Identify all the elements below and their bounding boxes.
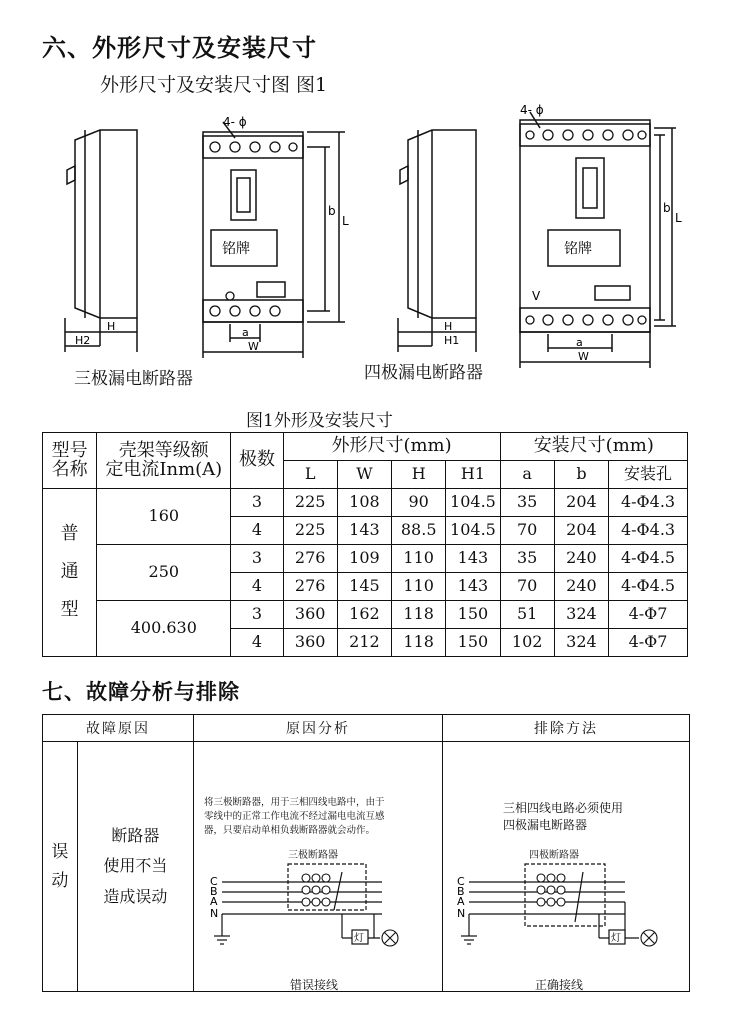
svg-text:C: C [209, 875, 218, 888]
wrong-wiring-diagram [202, 858, 422, 966]
svg-text:W: W [248, 340, 259, 353]
svg-text:b: b [663, 201, 671, 215]
header-analysis: 原因分析 [193, 715, 442, 742]
symptom-label: 误 动 [43, 742, 78, 992]
svg-text:a: a [576, 336, 583, 349]
svg-text:L: L [342, 214, 349, 228]
header-cause: 故障原因 [43, 715, 194, 742]
section7-title: 七、故障分析与排除 [42, 680, 240, 704]
svg-text:N: N [209, 907, 219, 920]
header-remedy: 排除方法 [442, 715, 689, 742]
table-row: 4 276 145 110 143 70 240 4-Φ4.5 [43, 573, 688, 601]
table-row: 4 360 212 118 150 102 324 4-Φ7 [43, 629, 688, 657]
table-row: 普 通 型 160 3 225 108 90 104.5 35 204 4-Φ4.3 [43, 489, 688, 517]
three-pole-outline-diagram [45, 100, 350, 390]
four-pole-4phi-label: 4- ϕ [520, 103, 544, 117]
four-pole-caption: 四极漏电断路器 [364, 363, 483, 383]
svg-text:H1: H1 [444, 334, 460, 347]
three-pole-caption: 三极漏电断路器 [74, 369, 193, 389]
three-pole-nameplate: 铭牌 [222, 241, 250, 257]
analysis-cell: 将三极断路器，用于三相四线电路中，由于 零线中的正常工作电流不经过漏电电流互感 器，只要启动单相负载断路器就会动作。 三极断路器 C B A N 灯 错误接线 [193, 742, 442, 992]
analysis-text: 将三极断路器，用于三相四线电路中，由于 零线中的正常工作电流不经过漏电电流互感 器，只要启动单相负载断路器就会动作。 [203, 797, 385, 836]
svg-text:H: H [107, 320, 116, 333]
svg-text:N: N [456, 907, 466, 920]
table-caption: 图1外形及安装尺寸 [246, 411, 393, 431]
svg-text:C: C [456, 875, 465, 888]
table-row: 400.630 3 360 162 118 150 51 324 4-Φ7 [43, 601, 688, 629]
svg-text:A: A [209, 895, 218, 908]
cause-text: 断路器 使用不当 造成误动 [77, 742, 193, 992]
svg-text:H: H [444, 320, 453, 333]
type-label: 普 通 型 [43, 489, 97, 657]
table-row: 4 225 143 88.5 104.5 70 204 4-Φ4.3 [43, 517, 688, 545]
table-row: 250 3 276 109 110 143 35 240 4-Φ4.5 [43, 545, 688, 573]
four-pole-outline-diagram [380, 100, 680, 390]
svg-text:灯: 灯 [610, 933, 621, 944]
svg-text:a: a [242, 326, 249, 339]
four-pole-nameplate: 铭牌 [564, 241, 592, 257]
svg-text:A: A [456, 895, 465, 908]
remedy-cell: 三相四线电路必须使用 四极漏电断路器 四极断路器 C B A N 灯 正确接线 [442, 742, 689, 992]
correct-wiring-caption: 正确接线 [534, 978, 583, 992]
wrong-wiring-caption: 错误接线 [289, 978, 338, 992]
spec-table: 型号 名称 壳架等级额 定电流Inm(A) 极数 外形尺寸(mm) 安装尺寸(mm) L W H H1 a b 安装孔 普 通 型 160 3 225 108 90 104.5 35 204 4-Φ4.3 4 225 143 88.5 104.5 70 204 4-Φ4.3 250 3 276 109 110 143 35 240 4-Φ4.5 4 276 145 110 143 70 240 4-Φ4.5 400.630 3 360 162 118 150 51 324 4-Φ7 4 360 212 118 150 102 324 4-Φ7 [42, 432, 688, 657]
three-pole-4phi-label: 4- ϕ [223, 115, 247, 129]
figure-subtitle: 外形尺寸及安装尺寸图 图1 [100, 74, 328, 96]
svg-text:V: V [532, 289, 541, 303]
svg-text:H2: H2 [75, 334, 91, 347]
remedy-text: 三相四线电路必须使用 四极漏电断路器 [502, 801, 623, 832]
svg-text:W: W [578, 350, 589, 363]
svg-text:b: b [328, 204, 336, 218]
svg-text:灯: 灯 [353, 933, 364, 944]
correct-wiring-diagram [449, 858, 679, 966]
fault-table [42, 714, 690, 992]
svg-text:B: B [456, 885, 465, 898]
section6-title: 六、外形尺寸及安装尺寸 [42, 34, 317, 62]
svg-text:B: B [209, 885, 218, 898]
svg-text:L: L [675, 211, 682, 225]
